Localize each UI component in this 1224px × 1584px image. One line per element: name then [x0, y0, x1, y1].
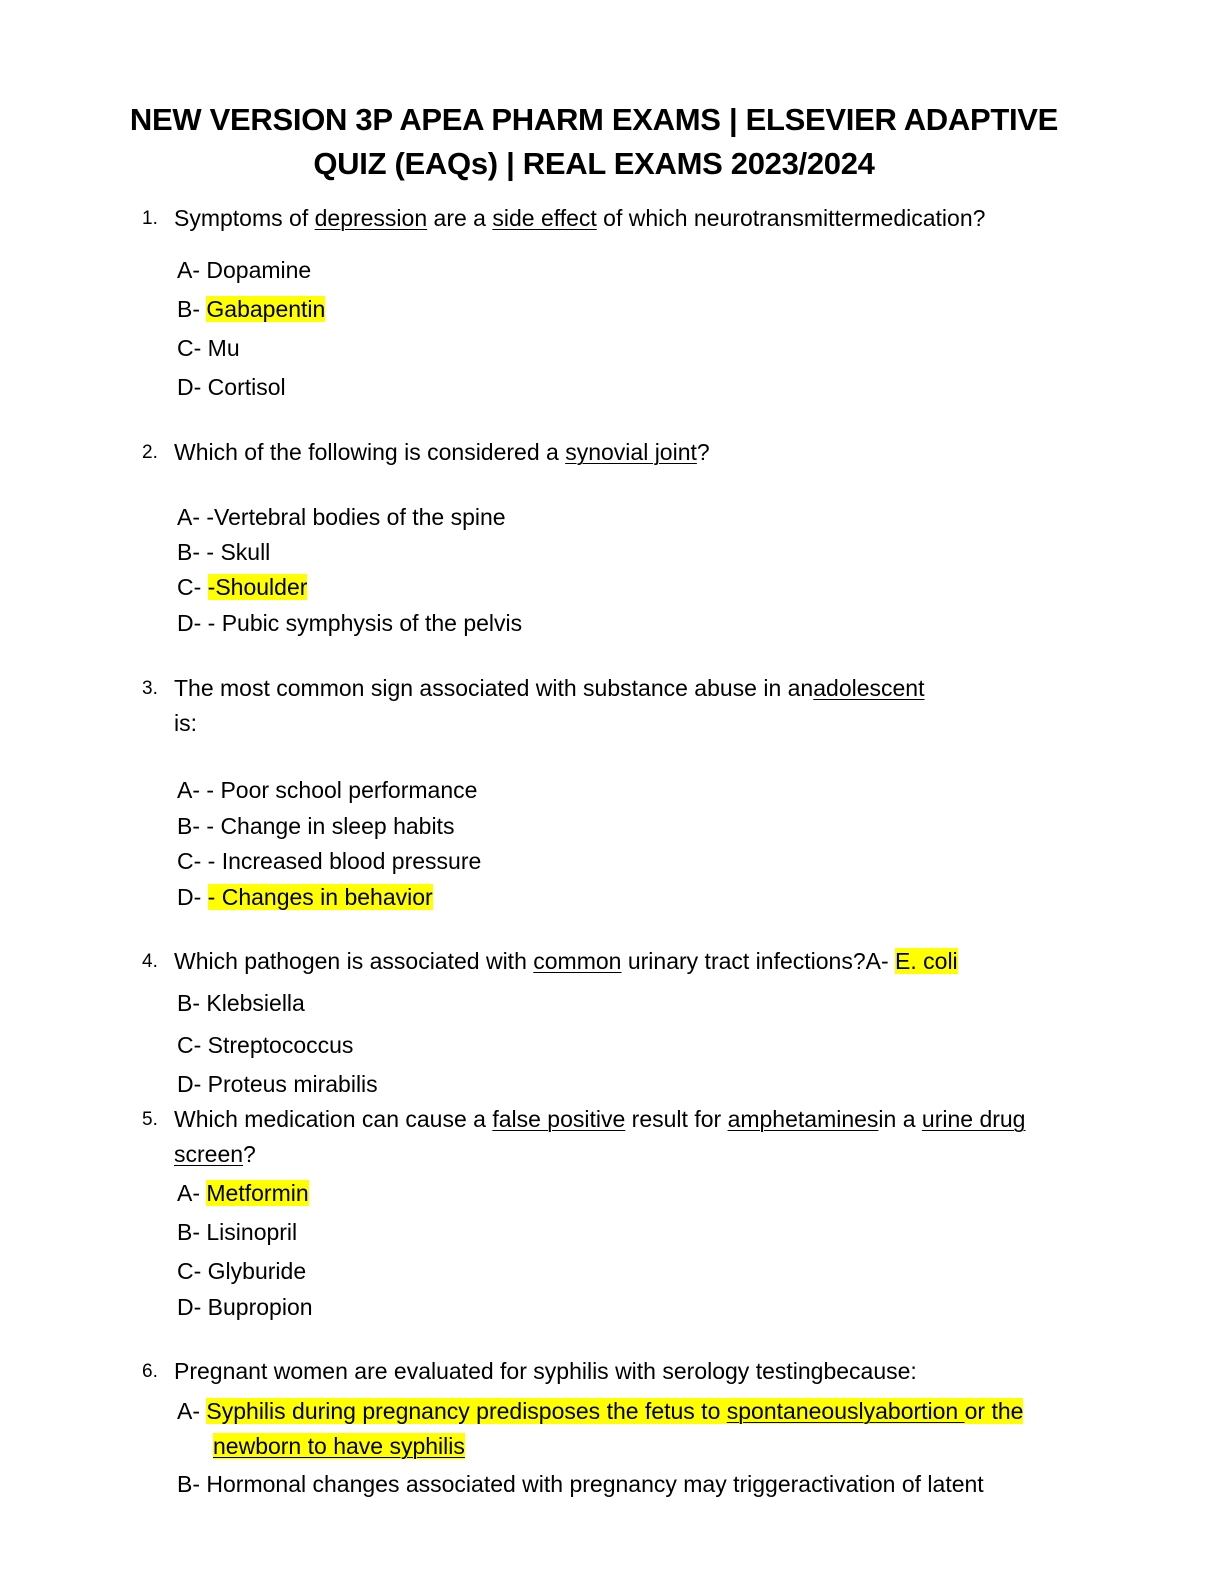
answer-option: C- Mu [177, 335, 240, 361]
answer-option: B- - Change in sleep habits [177, 813, 455, 839]
answer-option-correct: B- Gabapentin [177, 296, 326, 322]
answer-option: A- -Vertebral bodies of the spine [177, 504, 506, 530]
answer-option: C- - Increased blood pressure [177, 848, 482, 874]
question-3-text-continued: is: [174, 710, 197, 736]
answer-option: A- Dopamine [177, 257, 312, 283]
answer-option: B- Lisinopril [177, 1219, 298, 1245]
question-2-text: Which of the following is considered a synovial joint? [174, 439, 710, 465]
answer-option: B- Klebsiella [177, 990, 305, 1016]
question-number: 6. [142, 1361, 158, 1382]
question-5-text-continued: screen? [174, 1141, 256, 1167]
question-3-text: The most common sign associated with substance abuse in anadolescent [174, 675, 925, 701]
document-title-line-2: QUIZ (EAQs) | REAL EXAMS 2023/2024 [313, 146, 875, 181]
document-title-line-1: NEW VERSION 3P APEA PHARM EXAMS | ELSEVIER ADAPTIVE [129, 102, 1059, 137]
question-number: 3. [142, 678, 158, 699]
question-number: 4. [142, 951, 158, 972]
answer-option: B- - Skull [177, 539, 271, 565]
answer-option: D- Proteus mirabilis [177, 1071, 378, 1097]
answer-option-correct: C- -Shoulder [177, 574, 308, 600]
answer-option: C- Streptococcus [177, 1032, 354, 1058]
question-6-text: Pregnant women are evaluated for syphilis with serology testingbecause: [174, 1358, 917, 1384]
question-number: 5. [142, 1109, 158, 1130]
answer-option: A- - Poor school performance [177, 777, 478, 803]
question-number: 1. [142, 208, 158, 229]
answer-option: B- Hormonal changes associated with pregnancy may triggeractivation of latent [177, 1471, 984, 1497]
question-4-text: Which pathogen is associated with common urinary tract infections?A- E. coli [174, 948, 958, 974]
question-number: 2. [142, 442, 158, 463]
answer-option: D- Cortisol [177, 374, 286, 400]
answer-option: C- Glyburide [177, 1258, 307, 1284]
answer-option: D- - Pubic symphysis of the pelvis [177, 610, 523, 636]
answer-option-continued: newborn to have syphilis [213, 1433, 465, 1459]
question-5-text: Which medication can cause a false positive result for amphetaminesin a urine drug [174, 1106, 1026, 1132]
answer-option-correct: A- Metformin [177, 1180, 309, 1206]
answer-option-correct: A- Syphilis during pregnancy predisposes the fetus to spontaneouslyabortion or the [177, 1398, 1024, 1424]
answer-option-correct: D- - Changes in behavior [177, 884, 433, 910]
answer-option: D- Bupropion [177, 1294, 313, 1320]
question-1-text: Symptoms of depression are a side effect of which neurotransmittermedication? [174, 205, 986, 231]
